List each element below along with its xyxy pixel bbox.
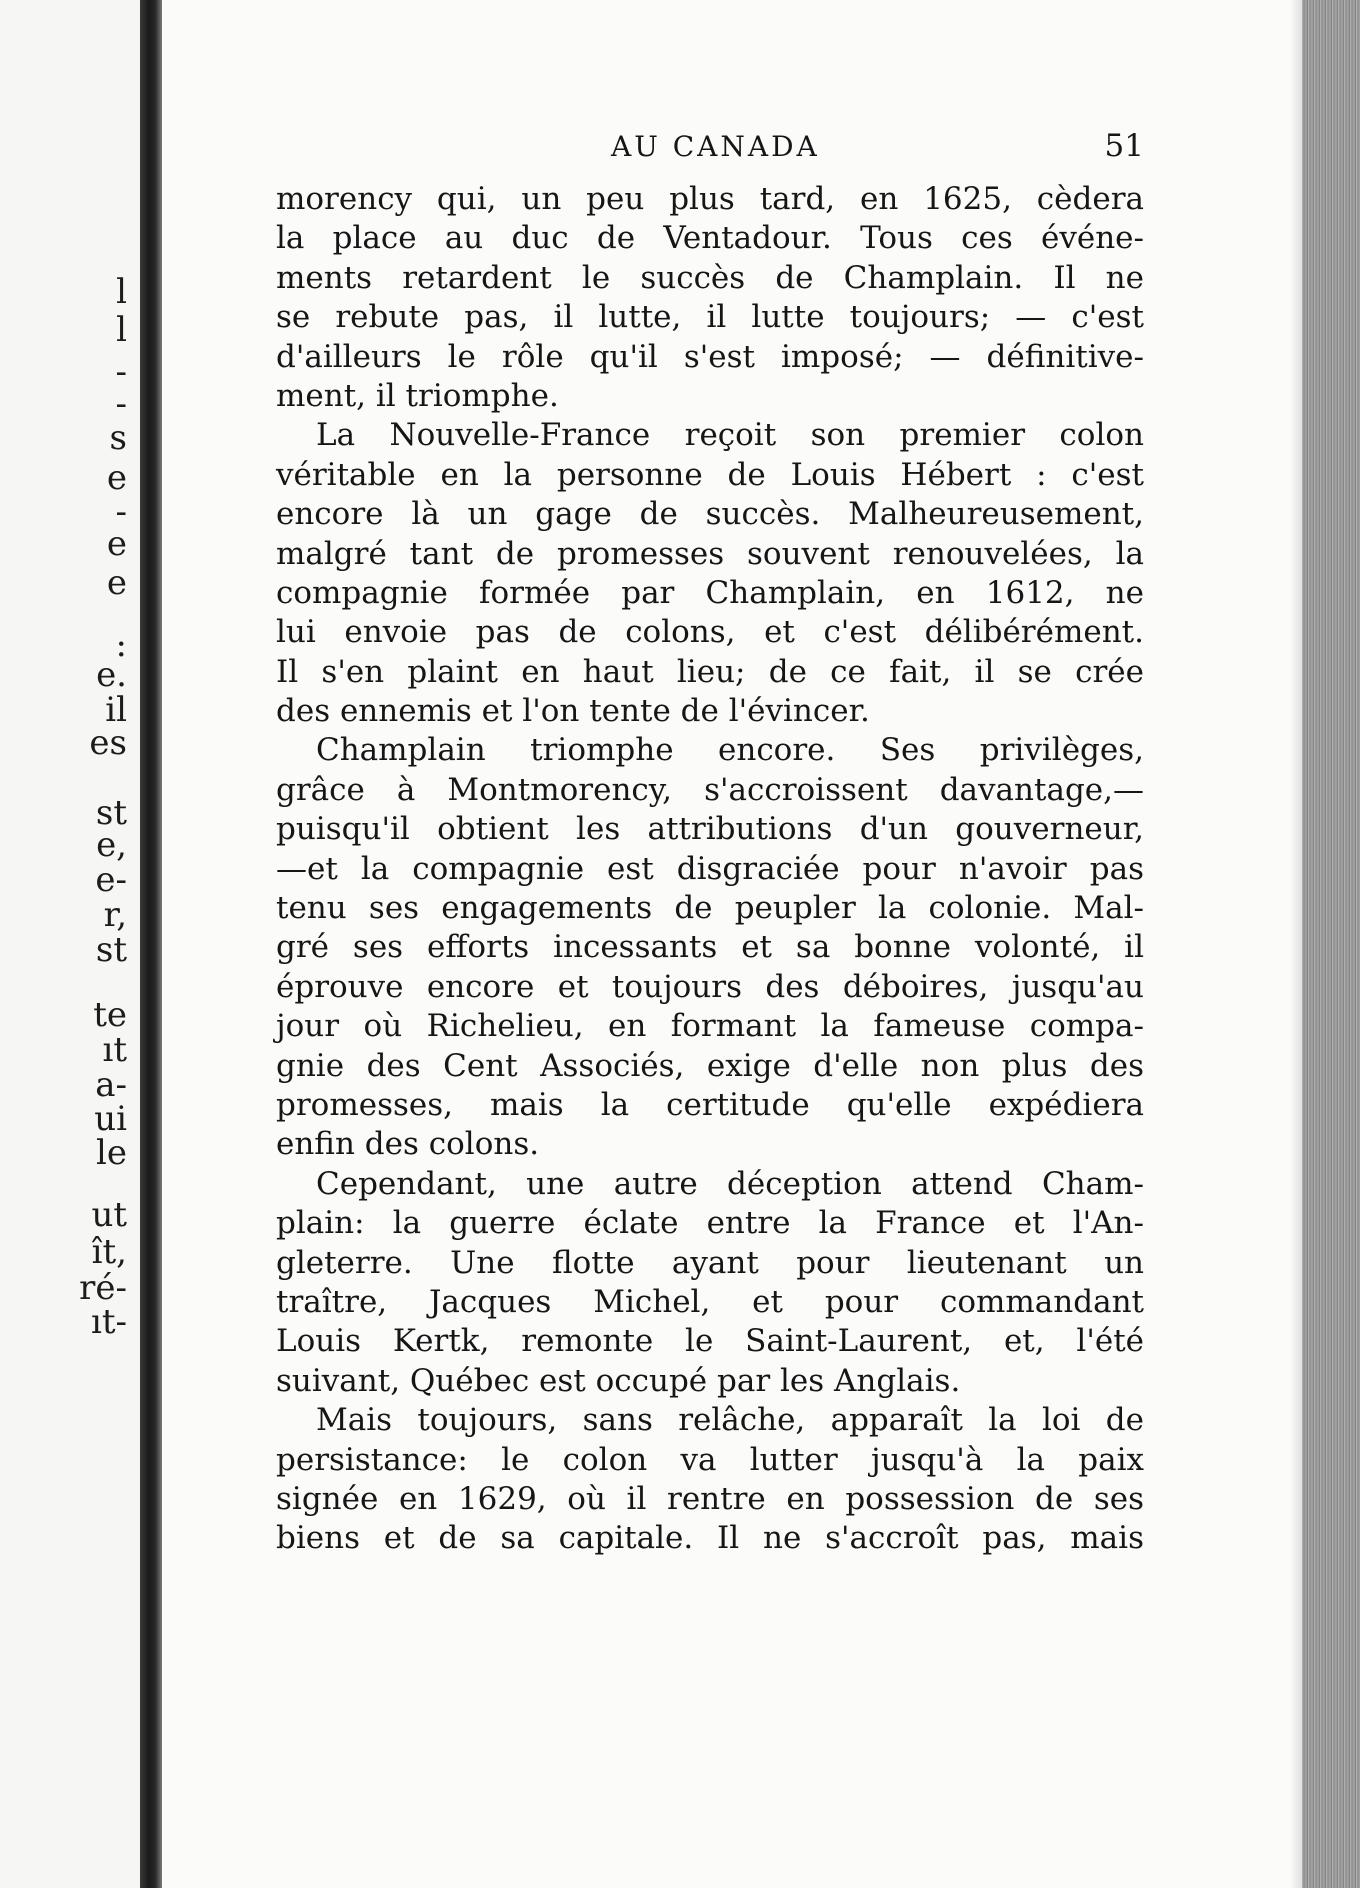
text-line: puisqu'il obtient les attributions d'un gouverneur, (276, 811, 1144, 848)
body-text (276, 180, 1144, 1559)
text-line: encore là un gage de succès. Malheureusement, (276, 496, 1144, 533)
left-page-fragment: : (115, 625, 127, 665)
left-page-fragment: e. (96, 655, 127, 695)
text-line: biens et de sa capitale. Il ne s'accroît pas, mais (276, 1520, 1144, 1557)
book-page (276, 130, 1144, 1559)
paragraph (276, 180, 1144, 416)
left-page-fragment: - (115, 492, 127, 532)
paragraph (276, 1401, 1144, 1559)
text-line: se rebute pas, il lutte, il lutte toujours; — c'est (276, 299, 1144, 336)
text-line: Louis Kertk, remonte le Saint-Laurent, et, l'été (276, 1323, 1144, 1360)
left-page-fragment: e (106, 524, 127, 564)
text-line: Mais toujours, sans relâche, apparaît la loi de (316, 1402, 1144, 1439)
left-page-fragment: st (95, 793, 127, 833)
text-line: enfin des colons. (276, 1126, 540, 1163)
left-page-fragment: r, (103, 895, 127, 935)
paragraph (276, 731, 1144, 1164)
left-page-fragment: a- (95, 1065, 127, 1105)
left-page-fragment: e- (95, 860, 127, 900)
left-page-fragment: l (116, 272, 127, 312)
text-line: des ennemis et l'on tente de l'évincer. (276, 693, 870, 730)
text-line: plain: la guerre éclate entre la France et l'An- (276, 1205, 1144, 1242)
page-header (276, 130, 1144, 180)
paragraph (276, 1165, 1144, 1401)
text-line: La Nouvelle-France reçoit son premier colon (316, 417, 1144, 454)
text-line: grâce à Montmorency, s'accroissent davantage,— (276, 771, 1144, 808)
text-line: —et la compagnie est disgraciée pour n'avoir pas (276, 850, 1144, 887)
text-line: jour où Richelieu, en formant la fameuse compa- (276, 1008, 1144, 1045)
text-line: traître, Jacques Michel, et pour commandant (276, 1283, 1144, 1320)
text-line: véritable en la personne de Louis Hébert : c'est (276, 456, 1144, 493)
text-line: gleterre. Une flotte ayant pour lieutenant un (276, 1244, 1144, 1281)
left-page-fragment: ît, (91, 1232, 127, 1272)
text-line: compagnie formée par Champlain, en 1612, ne (276, 574, 1144, 611)
page-number: 51 (1104, 128, 1144, 164)
text-line: éprouve encore et toujours des déboires, jusqu'au (276, 968, 1144, 1005)
left-page-fragment: st (95, 930, 127, 970)
text-line: Il s'en plaint en haut lieu; de ce fait, il se crée (276, 653, 1144, 690)
left-page-fragment: es (89, 723, 127, 763)
book-gutter (140, 0, 162, 1888)
text-line: Cependant, une autre déception attend Cham- (316, 1165, 1144, 1202)
text-line: tenu ses engagements de peupler la colonie. Mal- (276, 890, 1144, 927)
text-line: gré ses efforts incessants et sa bonne volonté, il (276, 929, 1144, 966)
left-page-fragment: il (105, 690, 127, 730)
text-line: persistance: le colon va lutter jusqu'à la paix (276, 1441, 1144, 1478)
text-line: ment, il triomphe. (276, 377, 559, 414)
text-line: promesses, mais la certitude qu'elle expédiera (276, 1086, 1144, 1123)
left-page-fragment: ıt- (90, 1302, 127, 1342)
left-page-fragment: ut (91, 1195, 127, 1235)
left-page-fragment: e (106, 563, 127, 603)
left-page-fragment: ui (94, 1099, 127, 1139)
left-page-fragment: - (115, 352, 127, 392)
text-line: signée en 1629, où il rentre en possession de ses (276, 1480, 1144, 1517)
book-page-stack (1302, 0, 1360, 1888)
text-line: d'ailleurs le rôle qu'il s'est imposé; — définitive- (276, 338, 1144, 375)
paragraph (276, 416, 1144, 731)
left-page-fragment: s (109, 418, 127, 458)
left-page-text-fragments (0, 0, 135, 1888)
left-page-fragment: le (96, 1133, 127, 1173)
left-page-fragment: ıt (102, 1030, 127, 1070)
text-line: suivant, Québec est occupé par les Anglais. (276, 1362, 961, 1399)
text-line: lui envoie pas de colons, et c'est délibérément. (276, 614, 1144, 651)
left-page-fragment: ré- (79, 1268, 127, 1308)
left-page-fragment: - (115, 384, 127, 424)
text-line: Champlain triomphe encore. Ses privilèges, (316, 732, 1144, 769)
text-line: malgré tant de promesses souvent renouvelées, la (276, 535, 1144, 572)
text-line: ments retardent le succès de Champlain. Il ne (276, 259, 1144, 296)
text-line: morency qui, un peu plus tard, en 1625, cèdera (276, 181, 1144, 217)
text-line: gnie des Cent Associés, exige d'elle non plus des (276, 1047, 1144, 1084)
running-head: AU CANADA (611, 130, 820, 163)
left-page-fragment: l (116, 310, 127, 350)
left-page-fragment: e (106, 458, 127, 498)
text-line: la place au duc de Ventadour. Tous ces événe- (276, 220, 1144, 257)
left-page-fragment: te (93, 995, 127, 1035)
left-page-fragment: e, (96, 825, 127, 865)
